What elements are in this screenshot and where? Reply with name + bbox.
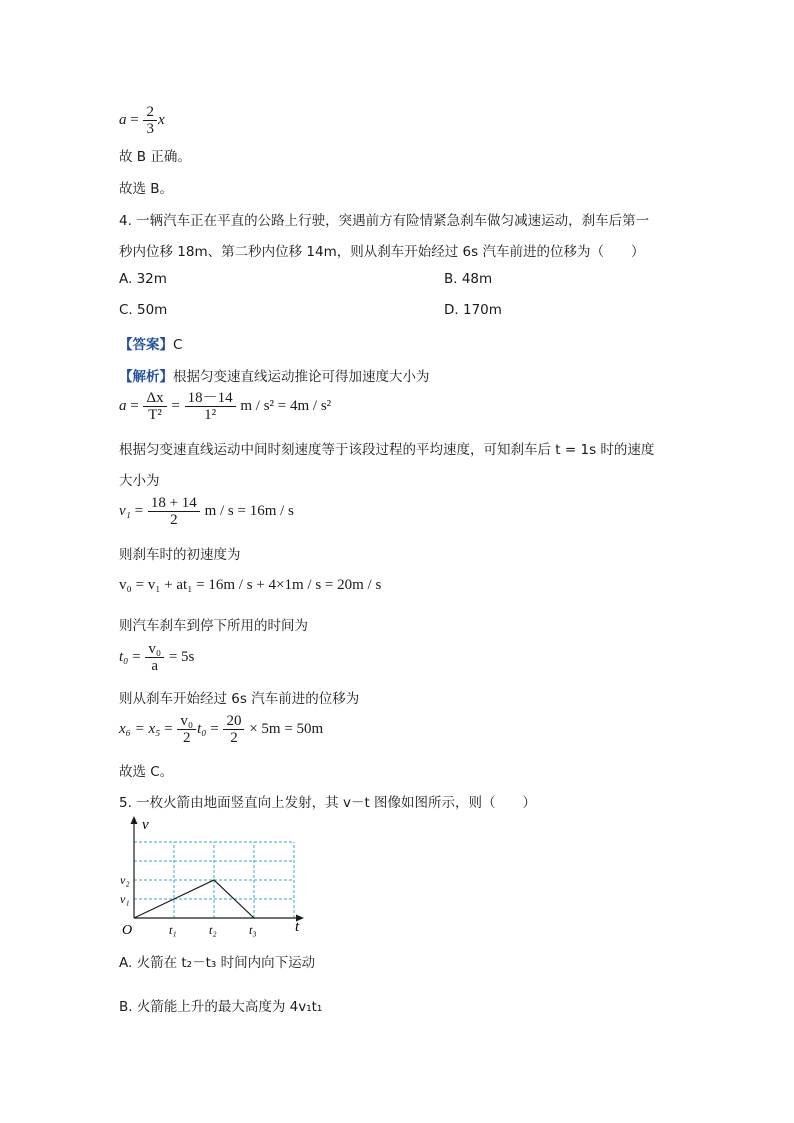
answer-value: C bbox=[173, 337, 183, 353]
denominator: 2 bbox=[170, 512, 178, 528]
x-tick-label: t₂ bbox=[209, 923, 217, 937]
tick-labels bbox=[120, 873, 257, 937]
denominator: T² bbox=[148, 407, 162, 423]
numerator: v₀ bbox=[145, 641, 164, 658]
fraction bbox=[185, 390, 236, 423]
conclusion-text: 故 B 正确。 bbox=[119, 149, 191, 165]
fraction bbox=[143, 390, 166, 423]
axes bbox=[131, 816, 305, 922]
equation-x6: x₆ = x₅ = $\frac{\text{v₀}}{2}$ t₀ = $\frac{20}{2}$ × 5m = 50m bbox=[119, 713, 324, 746]
eq4-lhs: t₀ bbox=[119, 648, 129, 665]
fraction bbox=[145, 641, 164, 674]
analysis-tag: 【解析】 bbox=[119, 369, 173, 385]
denominator: 2 bbox=[182, 730, 191, 746]
fraction bbox=[223, 713, 244, 746]
q4-analysis-intro bbox=[119, 365, 430, 385]
q4-text-displacement: 则从刹车开始经过 6s 汽车前进的位移为 bbox=[119, 691, 360, 707]
equation-acceleration: a = $\frac{\Delta x}{\text{T²}}$ = $\frac{18-14}{\text{1²}}$ m / s² = 4m / s² bbox=[119, 390, 332, 423]
equation-t0: t₀ = $\frac{\text{v₀}}{a}$ = 5s bbox=[119, 641, 195, 674]
q4-answer bbox=[119, 333, 182, 353]
q4-final-choice: 故选 C。 bbox=[119, 764, 174, 780]
q5-option-b: B. 火箭能上升的最大高度为 4v₁t₁ bbox=[119, 999, 323, 1015]
numerator: v₀ bbox=[177, 713, 196, 730]
formula-a-equals: a = $\frac{2}{3}$ x bbox=[119, 104, 165, 137]
numerator: Δx bbox=[143, 390, 166, 407]
numerator: 2 bbox=[143, 104, 157, 121]
vt-graph bbox=[112, 813, 312, 938]
q5-option-a: A. 火箭在 t₂－t₃ 时间内向下运动 bbox=[119, 955, 316, 971]
eq4-tail: = 5s bbox=[168, 648, 195, 665]
origin-label: O bbox=[122, 923, 133, 938]
q4-text-initial: 则刹车时的初速度为 bbox=[119, 547, 241, 563]
q4-text-time: 则汽车刹车到停下所用的时间为 bbox=[119, 618, 308, 634]
eq5-mid: t₀ bbox=[197, 720, 207, 737]
x-tick-label: t₃ bbox=[249, 923, 257, 937]
eq5-lhs: x₆ = x₅ bbox=[119, 720, 161, 737]
answer-tag: 【答案】 bbox=[119, 337, 173, 353]
denominator: 2 bbox=[230, 730, 238, 746]
q4-stem-line1: 4. 一辆汽车正在平直的公路上行驶，突遇前方有险情紧急刹车做匀减速运动，刹车后第一 bbox=[119, 213, 650, 229]
eq5-tail: × 5m = 50m bbox=[249, 720, 324, 737]
equation-v1: v₁ = $\frac{18 + 14}{2}$ m / s = 16m / s bbox=[119, 495, 294, 528]
q4-text-size: 大小为 bbox=[119, 473, 160, 489]
formula-lhs: a bbox=[119, 111, 127, 128]
q4-option-d: D. 170m bbox=[444, 302, 502, 318]
analysis-text: 根据匀变速直线运动推论可得加速度大小为 bbox=[173, 369, 430, 385]
fraction bbox=[148, 495, 200, 528]
equation-v0: v₀ = v₁ + at₁ = 16m / s + 4×1m / s = 20m / s bbox=[119, 577, 382, 593]
y-axis-arrow bbox=[131, 816, 138, 824]
choice-text: 故选 B。 bbox=[119, 181, 174, 197]
denominator: a bbox=[151, 658, 159, 674]
eq2-tail: m / s = 16m / s bbox=[204, 502, 294, 519]
denominator: 3 bbox=[146, 121, 154, 137]
q4-option-c: C. 50m bbox=[119, 302, 168, 318]
numerator: 18 + 14 bbox=[148, 495, 200, 512]
y-tick-label: v₂ bbox=[120, 873, 130, 887]
q5-stem: 5. 一枚火箭由地面竖直向上发射，其 v－t 图像如图所示，则（ ） bbox=[119, 795, 537, 811]
eq1-lhs: a bbox=[119, 397, 127, 414]
fraction bbox=[177, 713, 196, 746]
fraction bbox=[143, 104, 157, 137]
q4-text-midtime: 根据匀变速直线运动中间时刻速度等于该段过程的平均速度，可知刹车后 t = 1s 时的速度 bbox=[119, 442, 655, 458]
x-axis-label: t bbox=[295, 919, 300, 935]
numerator: 20 bbox=[223, 713, 244, 730]
eq1-tail: m / s² = 4m / s² bbox=[240, 397, 332, 414]
eq2-lhs: v₁ bbox=[119, 502, 131, 519]
q4-stem-line2: 秒内位移 18m、第二秒内位移 14m，则从刹车开始经过 6s 汽车前进的位移为（ ） bbox=[119, 244, 645, 260]
y-axis-label: v bbox=[142, 817, 149, 833]
q4-option-a: A. 32m bbox=[119, 271, 167, 287]
q4-option-b: B. 48m bbox=[444, 271, 493, 287]
formula-var: x bbox=[157, 111, 165, 128]
numerator: 18－14 bbox=[185, 390, 236, 407]
x-tick-label: t₁ bbox=[169, 923, 177, 937]
denominator: 1² bbox=[204, 407, 217, 423]
y-tick-label: v₁ bbox=[120, 892, 130, 906]
